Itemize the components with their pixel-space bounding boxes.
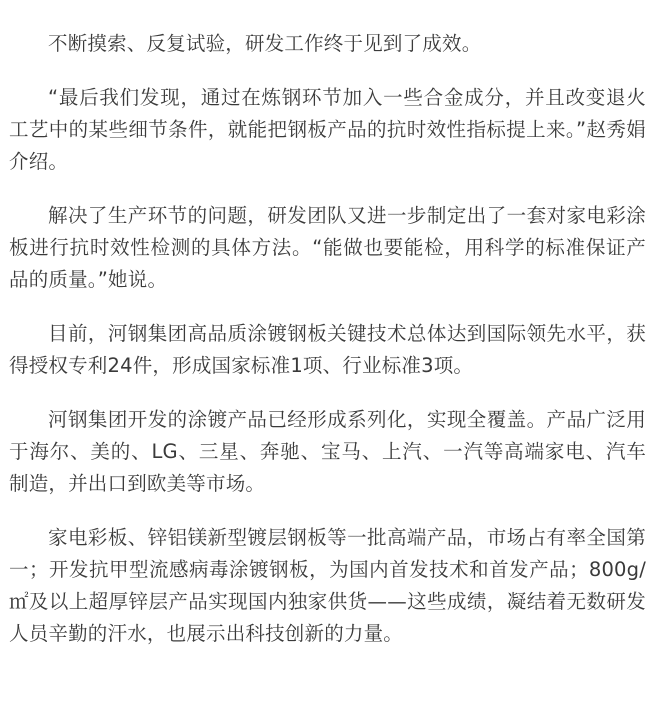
paragraph-2: “最后我们发现，通过在炼钢环节加入一些合金成分，并且改变退火工艺中的某些细节条件，就能把钢板产品的抗时效性指标提上来。”赵秀娟介绍。 <box>9 86 646 173</box>
paragraph-6: 家电彩板、锌铝镁新型镀层钢板等一批高端产品，市场占有率全国第一；开发抗甲型流感病毒涂镀钢板，为国内首发技术和首发产品；800g/㎡及以上超厚锌层产品实现国内独家供货——这些成绩，凝结着无数研发人员辛勤的汗水，也展示出科技创新的力量。 <box>9 526 646 645</box>
paragraph-4: 目前，河钢集团高品质涂镀钢板关键技术总体达到国际领先水平，获得授权专利24件，形成国家标准1项、行业标准3项。 <box>9 322 646 377</box>
paragraph-5: 河钢集团开发的涂镀产品已经形成系列化，实现全覆盖。产品广泛用于海尔、美的、LG、三星、奔驰、宝马、上汽、一汽等高端家电、汽车制造，并出口到欧美等市场。 <box>9 408 646 495</box>
paragraph-3: 解决了生产环节的问题，研发团队又进一步制定出了一套对家电彩涂板进行抗时效性检测的具体方法。“能做也要能检，用科学的标准保证产品的质量。”她说。 <box>9 204 646 291</box>
paragraph-1: 不断摸索、反复试验，研发工作终于见到了成效。 <box>48 32 482 55</box>
